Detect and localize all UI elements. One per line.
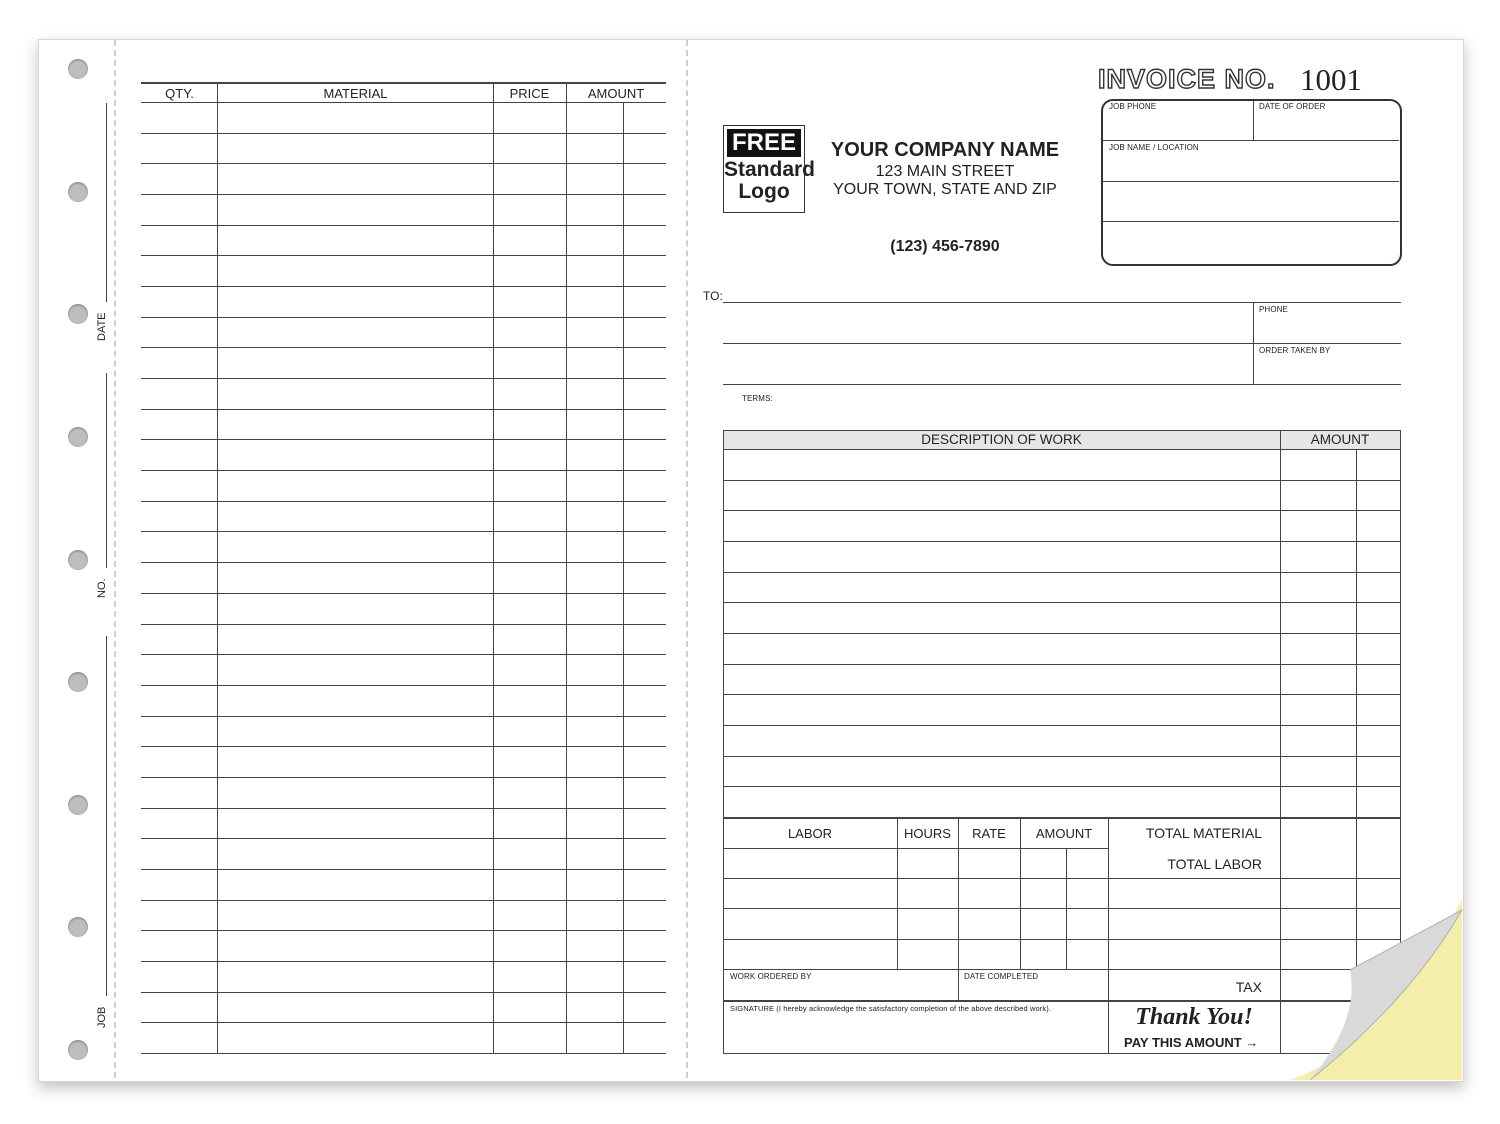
material-row-rule (141, 838, 666, 839)
labor-top-rule (723, 817, 1401, 819)
work-row-rule (723, 449, 1401, 450)
page-curl (1290, 900, 1470, 1090)
work-ordered-by-label: WORK ORDERED BY (730, 972, 812, 981)
material-row-rule (141, 470, 666, 471)
no-fill-line (106, 373, 107, 568)
labor-amount-header: AMOUNT (1035, 826, 1093, 841)
binder-hole (68, 795, 88, 815)
phone-label: PHONE (1259, 305, 1288, 314)
total-material-label: TOTAL MATERIAL (1145, 825, 1262, 841)
to-line (723, 384, 1401, 385)
arrow-right-icon: → (1245, 1035, 1259, 1050)
terms-label: TERMS: (742, 394, 773, 403)
labor-rule (723, 848, 1108, 849)
material-row-rule (141, 163, 666, 164)
binder-hole (68, 917, 88, 937)
work-row-rule (723, 480, 1401, 481)
pay-this-amount-label (1124, 1035, 1258, 1050)
labor-header: LABOR (787, 826, 833, 841)
material-row-rule (141, 286, 666, 287)
perforation-line (114, 40, 116, 1078)
to-divider (1253, 302, 1254, 384)
side-label-no: NO. (96, 578, 108, 598)
material-row-rule (141, 777, 666, 778)
job-phone-label: JOB PHONE (1109, 102, 1157, 111)
work-row-rule (723, 786, 1401, 787)
box-rule (1103, 221, 1399, 222)
job-info-box (1101, 99, 1402, 266)
column-rule (623, 102, 624, 1054)
material-row-rule (141, 347, 666, 348)
material-row-rule (141, 900, 666, 901)
labor-column-rule (958, 817, 959, 1000)
box-rule (1103, 181, 1399, 182)
material-header: MATERIAL (323, 86, 388, 101)
material-row-rule (141, 716, 666, 717)
column-rule (566, 82, 567, 102)
material-row-rule (141, 869, 666, 870)
table-top-rule (141, 82, 666, 84)
work-row-rule (723, 756, 1401, 757)
material-row-rule (141, 317, 666, 318)
material-row-rule (141, 194, 666, 195)
material-row-rule (141, 378, 666, 379)
material-row-rule (141, 439, 666, 440)
description-header: DESCRIPTION OF WORK (921, 432, 1082, 447)
material-row-rule (141, 255, 666, 256)
invoice-no-label: INVOICE NO. (1098, 64, 1276, 94)
column-rule (566, 102, 567, 1054)
binder-hole (68, 304, 88, 324)
company-city: YOUR TOWN, STATE AND ZIP (833, 181, 1057, 198)
date-completed-label: DATE COMPLETED (964, 972, 1039, 981)
binder-hole (68, 182, 88, 202)
material-row-rule (141, 1022, 666, 1023)
material-row-rule (141, 992, 666, 993)
material-row-rule (141, 654, 666, 655)
column-rule (493, 82, 494, 1054)
labor-column-rule (1066, 848, 1067, 969)
binder-hole (68, 672, 88, 692)
material-row-rule (141, 593, 666, 594)
work-top-rule (723, 430, 1401, 431)
job-name-label: JOB NAME / LOCATION (1109, 143, 1199, 152)
invoice-number: 1001 (1300, 62, 1362, 97)
material-row-rule (141, 531, 666, 532)
column-rule (217, 82, 218, 1054)
job-fill-line (106, 636, 107, 996)
material-row-rule (141, 102, 666, 103)
work-row-rule (723, 633, 1401, 634)
work-left-border (723, 430, 724, 1054)
price-header: PRICE (509, 86, 550, 101)
work-row-rule (723, 510, 1401, 511)
material-row-rule (141, 808, 666, 809)
logo-standard: Standard (724, 158, 816, 181)
work-row-rule (723, 725, 1401, 726)
amount-header: AMOUNT (587, 86, 645, 101)
work-column-rule (1280, 430, 1281, 1054)
pay-this-amount-text: PAY THIS AMOUNT (1124, 1035, 1242, 1050)
company-logo (723, 125, 816, 213)
logo-logo: Logo (738, 180, 790, 203)
to-label: TO: (703, 289, 723, 303)
box-rule (1103, 140, 1399, 141)
binder-hole (68, 427, 88, 447)
material-row-rule (141, 225, 666, 226)
company-phone: (123) 456-7890 (890, 238, 1000, 255)
signature-label: SIGNATURE (I hereby acknowledge the satisfactory completion of the above described work). (730, 1004, 1051, 1013)
material-row-rule (141, 562, 666, 563)
material-row-rule (141, 409, 666, 410)
material-row-rule (141, 685, 666, 686)
work-row-rule (723, 602, 1401, 603)
qty-header: QTY. (165, 86, 194, 101)
binder-hole (68, 550, 88, 570)
material-row-rule (141, 133, 666, 134)
date-of-order-label: DATE OF ORDER (1259, 102, 1326, 111)
hours-header: HOURS (904, 826, 951, 841)
total-labor-label: TOTAL LABOR (1167, 856, 1262, 872)
logo-free: FREE (727, 129, 801, 157)
material-row-rule (141, 746, 666, 747)
work-row-rule (723, 572, 1401, 573)
perforation-line (686, 40, 688, 1078)
binder-hole (68, 1040, 88, 1060)
side-label-job: JOB (96, 1006, 108, 1028)
tax-label: TAX (1235, 979, 1262, 995)
work-row-rule (723, 664, 1401, 665)
binder-hole (68, 59, 88, 79)
material-row-rule (141, 930, 666, 931)
material-row-rule (141, 501, 666, 502)
company-street: 123 MAIN STREET (875, 163, 1015, 180)
date-fill-line (106, 103, 107, 302)
to-line (723, 302, 1401, 303)
box-rule (1253, 101, 1254, 141)
material-row-rule (141, 1053, 666, 1054)
labor-rule (723, 878, 1401, 879)
work-row-rule (723, 541, 1401, 542)
work-row-rule (723, 694, 1401, 695)
thank-you-text: Thank You! (1135, 1004, 1253, 1030)
material-row-rule (141, 961, 666, 962)
work-amount-header: AMOUNT (1310, 432, 1370, 447)
side-label-date: DATE (96, 312, 108, 341)
company-name: YOUR COMPANY NAME (830, 139, 1060, 161)
order-taken-by-label: ORDER TAKEN BY (1259, 346, 1331, 355)
to-line (723, 343, 1401, 344)
material-row-rule (141, 624, 666, 625)
rate-header: RATE (972, 826, 1006, 841)
